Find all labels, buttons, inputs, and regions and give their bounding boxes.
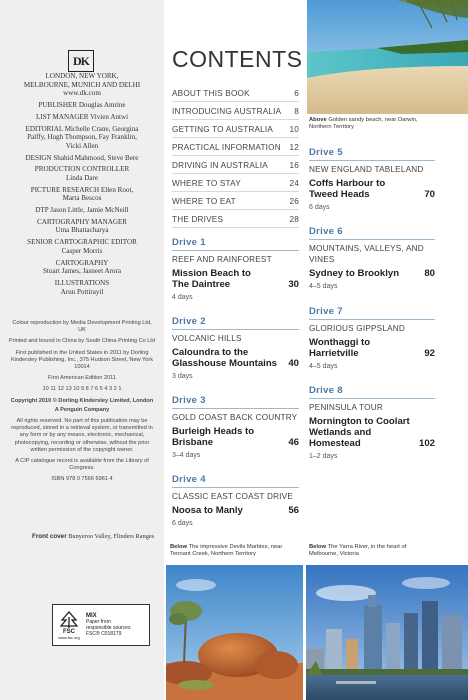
drive-region: CLASSIC EAST COAST DRIVE xyxy=(172,492,293,501)
toc-label: WHERE TO EAT xyxy=(172,197,236,206)
drive-name: Caloundra to the Glasshouse Mountains xyxy=(172,347,278,369)
imprint-line: Linda Dare xyxy=(65,173,99,182)
toc-label: PRACTICAL INFORMATION xyxy=(172,143,281,152)
drive-entry-5[interactable] xyxy=(309,147,435,211)
imprint-line: Arun Pottirayil xyxy=(60,287,104,296)
imprint-line: CARTOGRAPHY MANAGER xyxy=(36,217,128,226)
drive-region: PENINSULA TOUR xyxy=(309,403,383,412)
drive-label: Drive 5 xyxy=(309,147,435,161)
imprint-line: DTP Jason Little, Jamie McNeill xyxy=(35,206,129,215)
caption-label: Below xyxy=(170,544,188,550)
drive-label: Drive 1 xyxy=(172,237,299,251)
caption-text: The impressive Devils Marbles, near Tennant Creek, Northern Territory xyxy=(170,544,283,557)
drive-region: VOLCANIC HILLS xyxy=(172,334,242,343)
fsc-logo-text: FSC xyxy=(63,628,75,635)
imprint-line: EDITORIAL Michelle Crane, Georgina xyxy=(25,124,139,133)
toc-item[interactable] xyxy=(172,84,299,102)
imprint-line: Vicki Allen xyxy=(65,141,99,150)
fsc-text xyxy=(86,613,130,638)
drive-page: 70 xyxy=(424,189,435,200)
imprint-column xyxy=(0,0,164,700)
beach-photo xyxy=(307,0,468,114)
drive-entry-8[interactable] xyxy=(309,385,435,460)
contents-title: CONTENTS xyxy=(172,46,303,72)
dk-logo: DK xyxy=(68,50,94,72)
drive-name: Noosa to Manly xyxy=(172,505,243,516)
drive-page: 92 xyxy=(424,348,435,359)
drive-name: Coffs Harbour to Tweed Heads xyxy=(309,178,386,200)
imprint-line: SENIOR CARTOGRAPHIC EDITOR xyxy=(27,238,137,247)
drive-region: GOLD COAST BACK COUNTRY xyxy=(172,413,298,422)
drive-label: Drive 3 xyxy=(172,395,299,409)
drive-region: NEW ENGLAND TABLELAND xyxy=(309,165,424,174)
imprint-line: Stuart James, Jasneet Arora xyxy=(42,267,121,276)
drive-entry-7[interactable] xyxy=(309,306,435,370)
drive-entry-2[interactable] xyxy=(172,316,299,380)
toc-page: 16 xyxy=(289,161,299,170)
toc-label: ABOUT THIS BOOK xyxy=(172,89,250,98)
drive-label: Drive 6 xyxy=(309,226,435,240)
toc-label: THE DRIVES xyxy=(172,215,224,224)
drive-title-row xyxy=(172,505,299,516)
drive-days: 3 days xyxy=(172,373,193,380)
fsc-badge xyxy=(52,604,150,646)
drive-region: MOUNTAINS, VALLEYS, AND VINES xyxy=(309,244,424,264)
drive-entry-4[interactable] xyxy=(172,474,299,527)
drive-title-row xyxy=(309,337,435,359)
imprint-credits xyxy=(6,72,158,299)
drive-page: 46 xyxy=(288,437,299,448)
toc-label: DRIVING IN AUSTRALIA xyxy=(172,161,268,170)
publication-details xyxy=(8,320,156,488)
toc-list xyxy=(172,84,299,228)
drive-name: Mission Beach to The Daintree xyxy=(172,268,251,290)
imprint-line: Palffy, Hugh Thompson, Fay Franklin, xyxy=(27,133,137,142)
toc-item[interactable] xyxy=(172,210,299,228)
front-cover-label: Front cover xyxy=(32,533,67,540)
fsc-code: FSC® C018179 xyxy=(86,631,122,638)
isbn: ISBN 978 0 7566 6961 4 xyxy=(51,476,113,483)
yarra-river-photo xyxy=(306,565,468,700)
front-cover-text: Bunyeroo Valley, Flinders Ranges xyxy=(68,533,155,540)
imprint-line: PUBLISHER Douglas Amrine xyxy=(38,100,126,109)
detail-block: Colour reproduction by Media Development Printing Ltd, UK xyxy=(12,320,152,334)
detail-block: 10 11 12 13 10 9 8 7 6 5 4 3 2 1 xyxy=(42,386,122,393)
drive-title-row xyxy=(172,268,299,290)
drive-title-row xyxy=(172,426,299,448)
penguin-line: A Penguin Company xyxy=(54,406,110,413)
imprint-line: www.dk.com xyxy=(63,89,101,98)
drive-page: 56 xyxy=(288,505,299,516)
drive-name: Burleigh Heads to Brisbane xyxy=(172,426,255,448)
detail-block: A CIP catalogue record is available from the Library of Congress. xyxy=(15,458,149,472)
toc-label: GETTING TO AUSTRALIA xyxy=(172,125,274,134)
drive-page: 102 xyxy=(418,438,435,449)
toc-item[interactable] xyxy=(172,102,299,120)
toc-page: 10 xyxy=(289,125,299,134)
imprint-line: PICTURE RESEARCH Ellen Root, xyxy=(30,185,134,194)
drive-entry-1[interactable] xyxy=(172,237,299,301)
above-caption xyxy=(309,117,429,131)
toc-item[interactable] xyxy=(172,138,299,156)
toc-page: 24 xyxy=(289,179,299,188)
toc-page: 12 xyxy=(289,143,299,152)
drive-label: Drive 2 xyxy=(172,316,299,330)
drive-page: 40 xyxy=(288,358,299,369)
toc-label: INTRODUCING AUSTRALIA xyxy=(172,107,282,116)
fsc-tree-icon xyxy=(56,608,82,642)
drive-label: Drive 7 xyxy=(309,306,435,320)
drive-title-row xyxy=(309,416,435,449)
front-cover-caption xyxy=(32,533,154,540)
drive-days: 6 days xyxy=(309,204,330,211)
drive-title-row xyxy=(309,178,435,200)
below-left-caption xyxy=(170,544,300,558)
below-right-caption xyxy=(309,544,429,558)
toc-page: 26 xyxy=(289,197,299,206)
drive-days: 4–5 days xyxy=(309,283,338,290)
imprint-line: MELBOURNE, MUNICH AND DELHI xyxy=(23,80,141,89)
drive-title-row xyxy=(172,347,299,369)
drive-days: 1–2 days xyxy=(309,453,338,460)
imprint-line: LIST MANAGER Vivien Antwi xyxy=(35,112,129,121)
imprint-line: Uma Bhattacharya xyxy=(55,226,109,235)
fsc-site: www.fsc.org xyxy=(58,634,80,640)
drive-days: 6 days xyxy=(172,520,193,527)
copyright-line: Copyright 2010 © Dorling Kindersley Limited, London xyxy=(10,397,154,404)
fsc-mix: MIX xyxy=(86,612,97,619)
toc-label: WHERE TO STAY xyxy=(172,179,241,188)
drive-days: 4 days xyxy=(172,294,193,301)
toc-item[interactable] xyxy=(172,120,299,138)
drive-label: Drive 8 xyxy=(309,385,435,399)
drive-label: Drive 4 xyxy=(172,474,299,488)
imprint-line: PRODUCTION CONTROLLER xyxy=(34,165,130,174)
imprint-line: LONDON, NEW YORK, xyxy=(45,72,119,80)
caption-text: Golden sandy beach, near Darwin, Northern Territory xyxy=(309,117,418,130)
toc-page: 8 xyxy=(294,107,299,116)
imprint-line: CARTOGRAPHY xyxy=(55,258,109,267)
imprint-line: Casper Morris xyxy=(61,246,103,255)
fsc-line2: responsible sources xyxy=(86,625,131,631)
drive-region: REEF AND RAINFOREST xyxy=(172,255,272,264)
caption-label: Below xyxy=(309,544,327,550)
drive-region: GLORIOUS GIPPSLAND xyxy=(309,324,405,333)
drive-name: Sydney to Brooklyn xyxy=(309,268,400,279)
drive-title-row xyxy=(309,268,435,279)
drive-name: Mornington to Coolart Wetlands and Homestead xyxy=(309,416,410,449)
toc-page: 28 xyxy=(289,215,299,224)
toc-item[interactable] xyxy=(172,156,299,174)
fsc-line1: Paper from xyxy=(86,618,111,625)
drive-entry-3[interactable] xyxy=(172,395,299,459)
toc-page: 6 xyxy=(294,89,299,98)
drive-page: 30 xyxy=(288,279,299,290)
drive-days: 4–5 days xyxy=(309,363,338,370)
devils-marbles-photo xyxy=(166,565,303,700)
detail-block: First published in the United States in 2011 by Dorling Kindersley Publishing, Inc., 375 Hudson Street, New York 10014 xyxy=(10,349,154,371)
drive-entry-6[interactable] xyxy=(309,226,435,290)
imprint-line: DESIGN Shahid Mahmood, Steve Bere xyxy=(25,153,139,162)
drive-page: 80 xyxy=(424,268,435,279)
drive-days: 3–4 days xyxy=(172,452,201,459)
toc-item[interactable] xyxy=(172,174,299,192)
detail-block: All rights reserved. No part of this publication may be reproduced, stored in a retrieval system, or transmitted in any form or by any means, electronic, mechanical, photocopying, recording or otherwise, without the prior written permission of the copyright owner. xyxy=(11,418,153,453)
imprint-line: ILLUSTRATIONS xyxy=(54,278,110,287)
imprint-line: Marta Bescos xyxy=(62,194,102,203)
caption-text: The Yarra River, in the heart of Melbourne, Victoria xyxy=(309,544,407,557)
caption-label: Above xyxy=(309,117,327,123)
toc-item[interactable] xyxy=(172,192,299,210)
detail-block: Printed and bound in China by South China Printing Co Ltd xyxy=(8,338,156,345)
drive-name: Wonthaggi to Harrietville xyxy=(309,337,371,359)
detail-block: First American Edition 2011 xyxy=(48,375,116,382)
